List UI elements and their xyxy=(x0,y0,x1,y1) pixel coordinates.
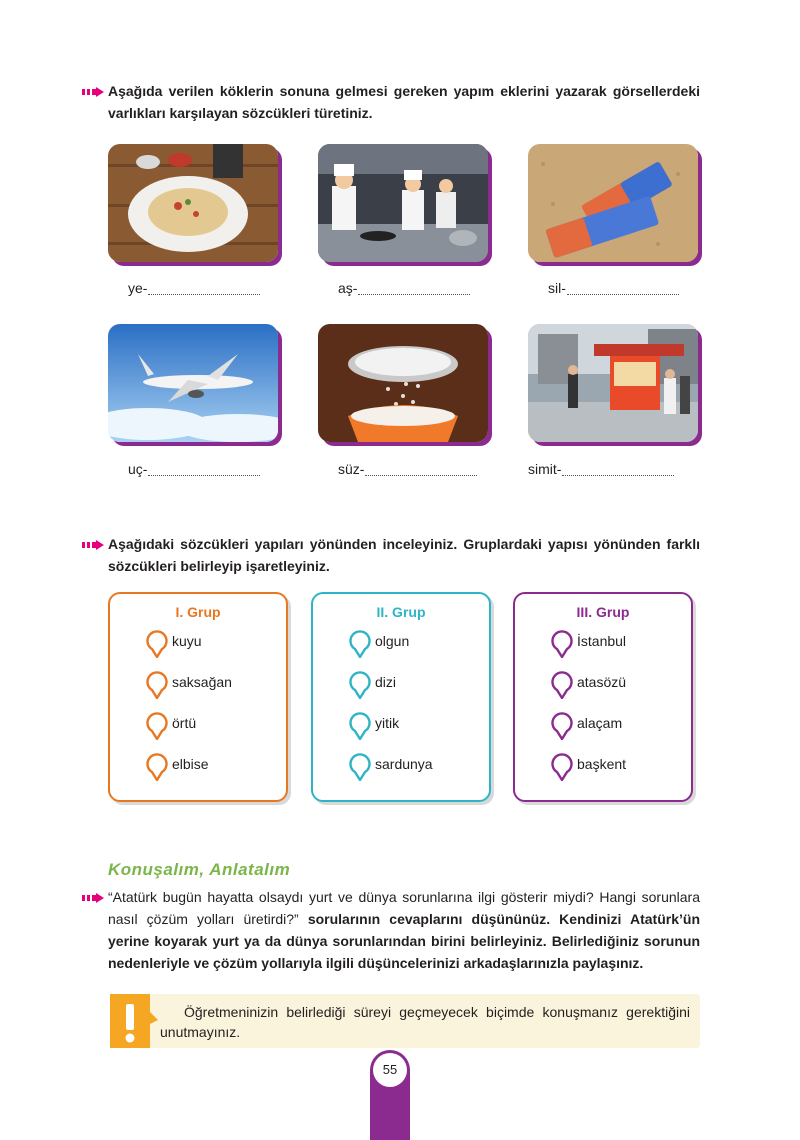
root-as: aş- xyxy=(338,280,358,296)
exclamation-icon xyxy=(110,994,158,1048)
pasta-plate-photo xyxy=(108,144,278,262)
group-title: I. Grup xyxy=(175,604,221,620)
page-number: 55 xyxy=(373,1053,407,1087)
answer-blank-uc[interactable] xyxy=(148,475,260,476)
group-title: III. Grup xyxy=(576,604,630,620)
pin-marker-icon[interactable] xyxy=(146,753,168,781)
group-word: örtü xyxy=(172,715,197,731)
note-text: Öğretmeninizin belirlediği süreyi geçmeyecek biçimde konuşmanız gerektiğini unutmayınız. xyxy=(160,1004,690,1040)
quote-text: “Atatürk bugün hayatta olsaydı yurt ve dünya sorunlarına ilgi gösterir miydi? Hangi sorunlara nasıl çözüm yolları üretirdi?” xyxy=(108,889,700,927)
bullet-arrow-icon xyxy=(82,540,104,550)
pin-marker-icon[interactable] xyxy=(349,753,371,781)
instruction-2: Aşağıdaki sözcükleri yapıları yönünden inceleyiniz. Gruplardaki yapısı yönünden farklı sözcükleri belirleyip işaretleyiniz. xyxy=(108,536,700,574)
group-title: II. Grup xyxy=(376,604,426,620)
root-simit: simit- xyxy=(528,461,562,477)
group-word: İstanbul xyxy=(577,633,627,649)
instruction-1: Aşağıda verilen köklerin sonuna gelmesi gereken yapım eklerini yazarak görsellerdeki varlıkları karşılayan sözcükleri türetiniz. xyxy=(108,83,700,121)
pin-marker-icon[interactable] xyxy=(551,753,573,781)
answer-blank-ye[interactable] xyxy=(148,294,260,295)
flour-sieve-photo xyxy=(318,324,488,442)
pin-marker-icon[interactable] xyxy=(551,630,573,658)
pin-marker-icon[interactable] xyxy=(551,671,573,699)
root-suz: süz- xyxy=(338,461,365,477)
pin-marker-icon[interactable] xyxy=(551,712,573,740)
bold-instruction: sorularının cevaplarını düşününüz. Kendinizi Atatürk’ün yerine koyarak yurt ya da dünya sorunlarından birini belirleyiniz. Belirlediğiniz sorunun nedenleriyle ve çözüm yollarıyla ilgili düşüncelerinizi arkadaşlarınızla paylaşınız. xyxy=(108,911,700,971)
group-box-2 xyxy=(311,592,491,802)
discussion-paragraph xyxy=(108,886,700,974)
group-word: kuyu xyxy=(172,633,202,649)
answer-blank-suz[interactable] xyxy=(365,475,477,476)
group-word: başkent xyxy=(577,756,627,772)
bullet-arrow-icon xyxy=(82,893,104,903)
bullet-arrow-icon xyxy=(82,87,104,97)
pin-marker-icon[interactable] xyxy=(349,630,371,658)
pin-marker-icon[interactable] xyxy=(146,630,168,658)
group-word: saksağan xyxy=(172,674,232,690)
group-box-1 xyxy=(108,592,288,802)
root-uc: uç- xyxy=(128,461,148,477)
answer-blank-simit[interactable] xyxy=(562,475,674,476)
answer-blank-as[interactable] xyxy=(358,294,470,295)
root-sil: sil- xyxy=(548,280,566,296)
group-box-3 xyxy=(513,592,693,802)
chefs-kitchen-photo xyxy=(318,144,488,262)
group-word: yitik xyxy=(375,715,400,731)
airplane-photo xyxy=(108,324,278,442)
group-word: elbise xyxy=(172,756,209,772)
group-word: atasözü xyxy=(577,674,627,690)
pin-marker-icon[interactable] xyxy=(146,712,168,740)
pin-marker-icon[interactable] xyxy=(349,671,371,699)
pin-marker-icon[interactable] xyxy=(146,671,168,699)
simit-cart-photo xyxy=(528,324,698,442)
group-word: sardunya xyxy=(375,756,433,772)
answer-blank-sil[interactable] xyxy=(567,294,679,295)
group-word: dizi xyxy=(375,674,397,690)
group-word: alaçam xyxy=(577,715,623,731)
group-word: olgun xyxy=(375,633,410,649)
root-ye: ye- xyxy=(128,280,148,296)
eraser-photo xyxy=(528,144,698,262)
section-heading: Konuşalım, Anlatalım xyxy=(108,860,291,879)
pin-marker-icon[interactable] xyxy=(349,712,371,740)
